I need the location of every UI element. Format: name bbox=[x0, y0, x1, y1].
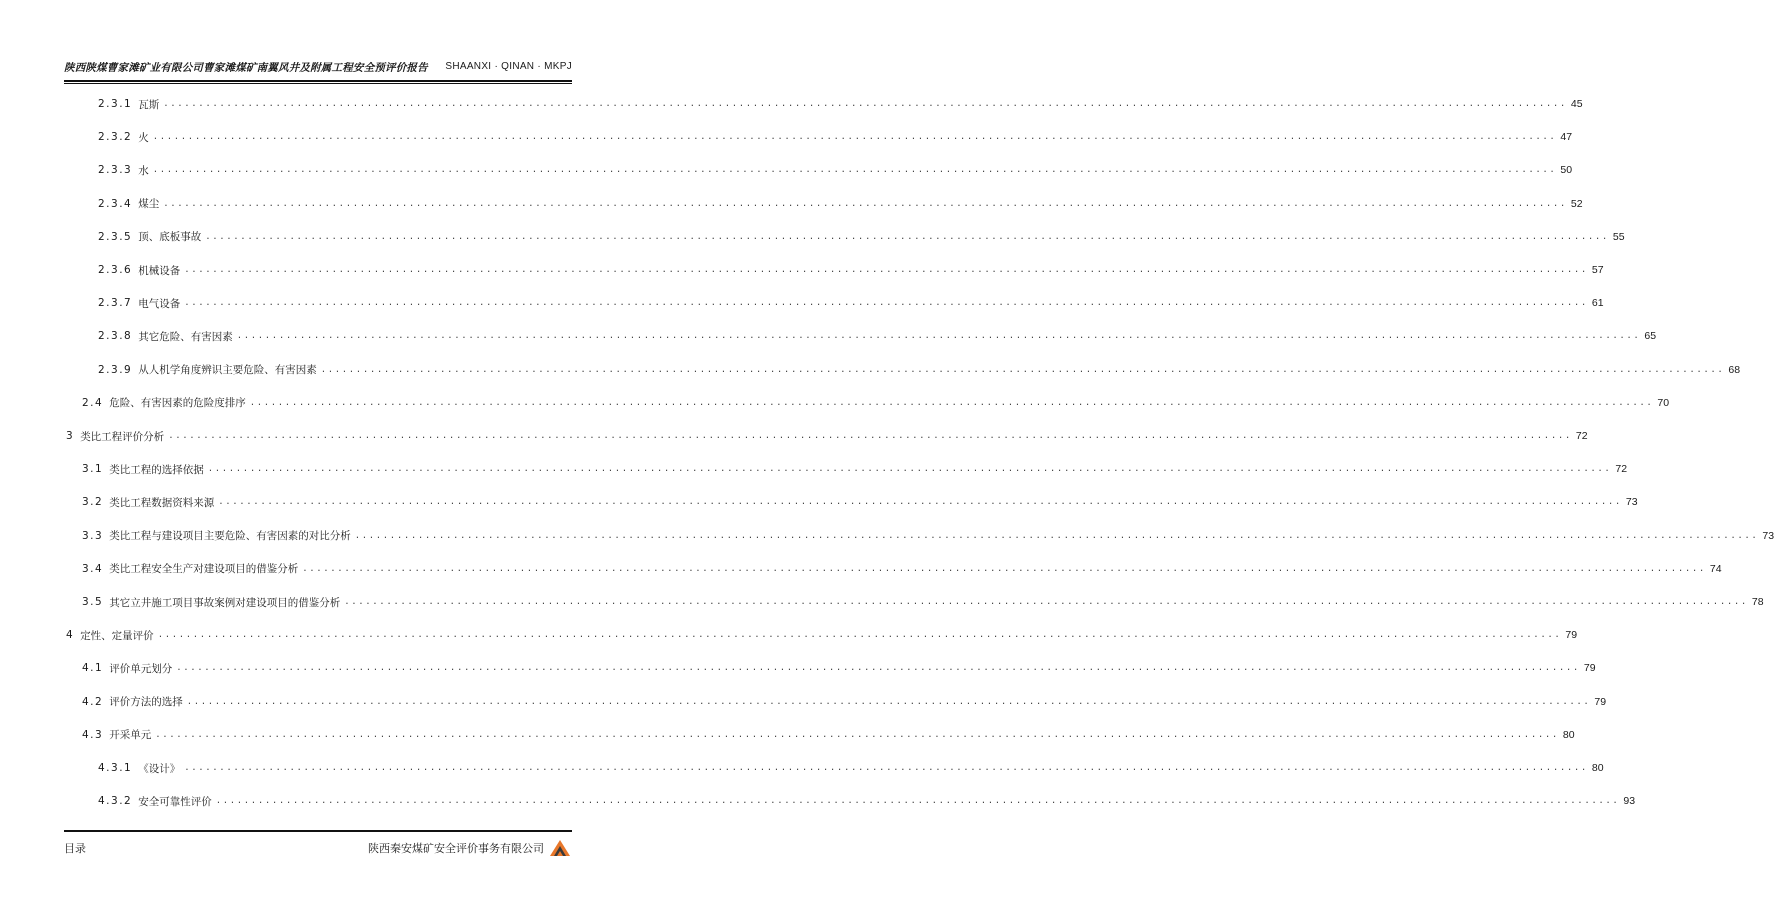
toc-leader-dots: ........................................................................................................................................................................................................ bbox=[215, 796, 1620, 807]
toc-entry-title: 类比工程安全生产对建设项目的借鉴分析 bbox=[109, 563, 299, 576]
toc-leader-dots: ........................................................................................................................................................................................................ bbox=[168, 431, 1572, 441]
toc-entry-page: 52 bbox=[1570, 197, 1583, 210]
toc-leader-dots: ........................................................................................................................................................................................................ bbox=[344, 597, 1748, 607]
toc-leader-dots: ........................................................................................................................................................................................................ bbox=[155, 729, 1559, 740]
toc-entry[interactable] bbox=[98, 360, 1741, 380]
toc-entry[interactable] bbox=[98, 160, 1573, 180]
toc-entry-number: 2.3.2 bbox=[98, 131, 133, 144]
toc-entry-title: 评价单元划分 bbox=[109, 662, 173, 675]
toc-entry-title: 水 bbox=[138, 164, 149, 177]
toc-entry-title: 其它危险、有害因素 bbox=[138, 330, 233, 343]
toc-entry-page: 79 bbox=[1594, 695, 1607, 708]
toc-entry[interactable] bbox=[98, 227, 1625, 247]
toc-entry-page: 74 bbox=[1709, 562, 1722, 575]
toc-entry[interactable] bbox=[82, 692, 1607, 712]
toc-entry-title: 《设计》 bbox=[138, 762, 181, 775]
toc-entry-page: 61 bbox=[1591, 297, 1604, 310]
toc-entry-page: 79 bbox=[1565, 629, 1578, 642]
toc-entry-page: 50 bbox=[1560, 164, 1573, 177]
toc-entry-number: 2.3.6 bbox=[98, 264, 133, 276]
toc-entry-title: 其它立井施工项目事故案例对建设项目的借鉴分析 bbox=[109, 596, 341, 609]
toc-leader-dots: ........................................................................................................................................................................................................ bbox=[236, 331, 1641, 342]
toc-entry-number: 3.4 bbox=[82, 562, 104, 575]
toc-entry[interactable] bbox=[66, 426, 1588, 446]
toc-leader-dots: ........................................................................................................................................................................................................ bbox=[186, 696, 1591, 707]
toc-leader-dots: ........................................................................................................................................................................................................ bbox=[320, 364, 1725, 375]
toc-entry-number: 4.3.1 bbox=[98, 762, 133, 774]
toc-entry[interactable] bbox=[98, 94, 1583, 114]
toc-entry-number: 2.3.5 bbox=[98, 230, 133, 243]
toc-entry-title: 瓦斯 bbox=[138, 98, 160, 111]
toc-leader-dots: ........................................................................................................................................................................................................ bbox=[249, 397, 1654, 408]
toc-entry-title: 机械设备 bbox=[138, 264, 181, 277]
toc-entry[interactable] bbox=[82, 526, 1774, 546]
toc-entry[interactable] bbox=[82, 658, 1596, 678]
toc-entry-page: 72 bbox=[1575, 430, 1588, 442]
toc-entry-number: 2.3.8 bbox=[98, 330, 133, 343]
toc-leader-dots: ........................................................................................................................................................................................................ bbox=[163, 198, 1567, 209]
toc-entry-number: 2.4 bbox=[82, 396, 104, 409]
toc-entry-number: 3.5 bbox=[82, 596, 104, 608]
toc-entry[interactable] bbox=[82, 559, 1722, 579]
toc-entry-title: 顶、底板事故 bbox=[138, 231, 202, 244]
toc-entry-page: 73 bbox=[1625, 496, 1638, 509]
toc-leader-dots: ........................................................................................................................................................................................................ bbox=[152, 165, 1557, 176]
toc-entry-page: 68 bbox=[1728, 363, 1741, 376]
toc-entry-page: 80 bbox=[1562, 728, 1575, 741]
toc-leader-dots: ........................................................................................................................................................................................................ bbox=[176, 663, 1580, 674]
toc-entry[interactable] bbox=[98, 127, 1573, 147]
toc-entry[interactable] bbox=[98, 260, 1604, 280]
toc-leader-dots: ........................................................................................................................................................................................................ bbox=[184, 265, 1588, 275]
toc-entry-page: 72 bbox=[1615, 463, 1628, 476]
toc-entry-number: 4.3 bbox=[82, 728, 104, 741]
toc-entry[interactable] bbox=[98, 194, 1583, 214]
toc-entry-number: 3.1 bbox=[82, 463, 104, 476]
toc-entry-number: 2.3.9 bbox=[98, 363, 133, 376]
toc-entry-title: 类比工程数据资料来源 bbox=[109, 496, 215, 509]
toc-leader-dots: ........................................................................................................................................................................................................ bbox=[302, 563, 1706, 574]
toc-leader-dots: ........................................................................................................................................................................................................ bbox=[184, 298, 1588, 309]
toc-entry-number: 2.3.7 bbox=[98, 297, 133, 310]
toc-entry-title: 评价方法的选择 bbox=[109, 696, 183, 709]
toc-entry[interactable] bbox=[82, 459, 1628, 479]
toc-entry-number: 4.3.2 bbox=[98, 795, 133, 808]
toc-entry-page: 47 bbox=[1560, 131, 1573, 144]
toc-entry[interactable] bbox=[98, 293, 1604, 313]
toc-leader-dots: ........................................................................................................................................................................................................ bbox=[354, 530, 1759, 541]
toc-entry[interactable] bbox=[98, 791, 1636, 811]
footer-company-name: 陕西秦安煤矿安全评价事务有限公司 bbox=[368, 842, 544, 855]
toc-entry-page: 45 bbox=[1570, 98, 1583, 110]
footer-section-label: 目录 bbox=[64, 842, 86, 855]
toc-entry[interactable] bbox=[82, 393, 1670, 413]
toc-entry-page: 57 bbox=[1591, 264, 1604, 276]
toc-entry-page: 80 bbox=[1591, 762, 1604, 774]
toc-entry-title: 类比工程评价分析 bbox=[80, 430, 165, 443]
header-rule bbox=[64, 80, 572, 82]
header-rule-thin bbox=[64, 83, 572, 84]
toc-entry-page: 93 bbox=[1623, 795, 1636, 808]
toc-entry[interactable] bbox=[66, 625, 1578, 645]
toc-entry-page: 79 bbox=[1583, 662, 1596, 675]
toc-leader-dots: ........................................................................................................................................................................................................ bbox=[157, 630, 1562, 641]
toc-entry-title: 类比工程的选择依据 bbox=[109, 463, 204, 476]
toc-entry-page: 73 bbox=[1762, 529, 1774, 542]
footer-rule bbox=[64, 830, 572, 832]
toc-entry-page: 70 bbox=[1657, 396, 1670, 409]
toc-entry[interactable] bbox=[82, 725, 1575, 745]
toc-entry-title: 火 bbox=[138, 131, 149, 144]
toc-leader-dots: ........................................................................................................................................................................................................ bbox=[205, 231, 1609, 242]
toc-entry-number: 3.3 bbox=[82, 529, 104, 542]
toc-entry-title: 从人机学角度辨识主要危险、有害因素 bbox=[138, 364, 317, 377]
report-title: 陕西陕煤曹家滩矿业有限公司曹家滩煤矿南翼风井及附属工程安全预评价报告 bbox=[64, 62, 428, 74]
toc-entry-title: 定性、定量评价 bbox=[80, 629, 154, 642]
toc-entry-title: 电气设备 bbox=[138, 297, 181, 310]
toc-entry-page: 55 bbox=[1612, 230, 1625, 243]
toc-entry-title: 开采单元 bbox=[109, 729, 152, 742]
report-code: SHAANXI · QINAN · MKPJ bbox=[445, 61, 572, 72]
toc-entry-page: 78 bbox=[1751, 596, 1764, 608]
toc-entry-number: 2.3.4 bbox=[98, 197, 133, 210]
toc-entry-page: 65 bbox=[1644, 330, 1657, 343]
toc-entry-number: 3 bbox=[66, 430, 75, 442]
toc-leader-dots: ........................................................................................................................................................................................................ bbox=[163, 99, 1567, 109]
toc-entry-title: 安全可靠性评价 bbox=[138, 795, 212, 808]
toc-entry-number: 4.2 bbox=[82, 695, 104, 708]
toc-entry-title: 危险、有害因素的危险度排序 bbox=[109, 397, 246, 410]
toc-entry[interactable] bbox=[98, 326, 1657, 346]
toc-entry-number: 4 bbox=[66, 629, 75, 642]
company-logo-icon bbox=[548, 836, 572, 858]
toc-entry[interactable] bbox=[82, 492, 1638, 512]
toc-entry[interactable] bbox=[82, 592, 1764, 612]
toc-entry-title: 煤尘 bbox=[138, 198, 160, 211]
toc-entry-number: 2.3.1 bbox=[98, 98, 133, 110]
page-header bbox=[64, 58, 572, 80]
toc-entry-title: 类比工程与建设项目主要危险、有害因素的对比分析 bbox=[109, 530, 351, 543]
toc-leader-dots: ........................................................................................................................................................................................................ bbox=[207, 464, 1612, 475]
toc-entry-number: 4.1 bbox=[82, 662, 104, 675]
toc-leader-dots: ........................................................................................................................................................................................................ bbox=[152, 132, 1557, 143]
toc-entry-number: 3.2 bbox=[82, 496, 104, 509]
toc-entry[interactable] bbox=[98, 758, 1604, 778]
toc-entry-number: 2.3.3 bbox=[98, 164, 133, 177]
toc-leader-dots: ........................................................................................................................................................................................................ bbox=[184, 763, 1588, 773]
toc-leader-dots: ........................................................................................................................................................................................................ bbox=[218, 497, 1622, 508]
